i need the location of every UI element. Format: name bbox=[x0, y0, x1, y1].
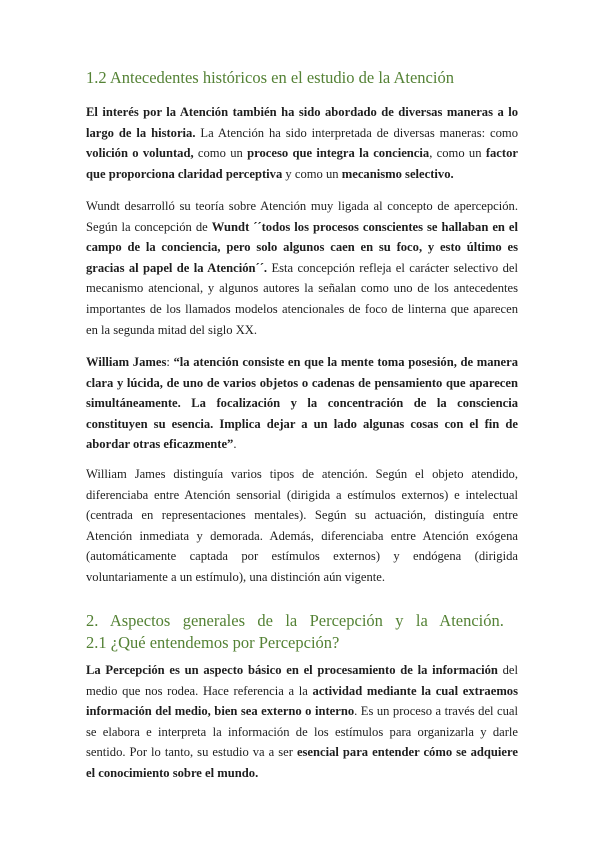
bold-text-run: mecanismo selectivo. bbox=[341, 166, 454, 181]
bold-text-run: proceso que integra la conciencia bbox=[247, 146, 430, 161]
text-run: . Es un proceso a través del cual se elabora e interpreta la información de los estímulos para organizarla y darle sentido. Por lo tanto, su estudio va a ser bbox=[86, 704, 518, 760]
section-heading-line-2: 2.1 ¿Qué entendemos por Percepción? bbox=[86, 633, 340, 652]
bold-text-run: factor que proporciona claridad perceptiva bbox=[86, 146, 518, 181]
bold-text-run: Wundt ´´todos los procesos conscientes se hallaban en el campo de la conciencia, pero solo algunos caen en su foco, y esto último es gracias al papel de la Atención´´. bbox=[86, 219, 518, 275]
paragraph-tipos-atencion bbox=[86, 464, 518, 588]
text-run: como un bbox=[193, 146, 248, 161]
bold-text-run: volición o voluntad, bbox=[86, 146, 194, 161]
text-run: William James distinguía varios tipos de atención. Según el objeto atendido, diferenciaba entre Atención sensorial (dirigida a estímulos externos) e intelectual (centrada en representaciones mentales). Según su actuación, distinguía entre Atención inmediata y demorada. Además, diferenciaba entre Atención exógena (automáticamente captada por estímulos externos) y endógena (dirigida voluntariamente a un estímulo), una distinción aún vigente. bbox=[86, 467, 518, 584]
paragraph-wundt bbox=[86, 196, 518, 340]
paragraph-percepcion bbox=[86, 660, 518, 784]
bold-text-run: La Percepción es un aspecto básico en el procesamiento de la información bbox=[86, 663, 498, 677]
bold-text-run: El interés por la Atención también ha sido abordado de diversas maneras a lo largo de la historia. bbox=[86, 105, 518, 140]
section-heading-line-1: 2. Aspectos generales de la Percepción y la Atención. bbox=[86, 611, 504, 630]
text-run: y como un bbox=[282, 166, 342, 181]
text-run: Esta concepción refleja el carácter selectivo del mecanismo atencional, y algunos autores la señalan como uno de los antecedentes importantes de los llamados modelos atencionales de foco de linterna que aparecen en la segunda mitad del siglo XX. bbox=[86, 260, 518, 337]
text-run: , como un bbox=[429, 146, 486, 161]
bold-text-run: esencial para entender cómo se adquiere el conocimiento sobre el mundo. bbox=[86, 745, 518, 780]
section-heading-antecedentes: 1.2 Antecedentes históricos en el estudio de la Atención bbox=[86, 68, 454, 87]
text-run: . bbox=[233, 437, 237, 452]
text-run: del medio que nos rodea. Hace referencia a la bbox=[86, 663, 518, 698]
bold-text-run: William James bbox=[86, 355, 167, 369]
text-run: : bbox=[166, 355, 174, 369]
paragraph-william-james-quote bbox=[86, 352, 518, 455]
text-run: Wundt desarrolló su teoría sobre Atención muy ligada al concepto de apercepción. Según la concepción de bbox=[86, 199, 518, 234]
paragraph-interes-atencion bbox=[86, 102, 518, 184]
bold-text-run: “la atención consiste en que la mente toma posesión, de manera clara y lúcida, de uno de varios objetos o cadenas de pensamiento que aparecen simultáneamente. La focalización y la concentración de la consciencia constituyen su esencia. Implica dejar a un lado algunas cosas con el fin de abordar otras eficazmente” bbox=[86, 355, 518, 452]
bold-text-run: actividad mediante la cual extraemos información del medio, bien sea externo o interno bbox=[86, 683, 519, 719]
section-heading-percepcion bbox=[86, 610, 518, 654]
text-run: La Atención ha sido interpretada de diversas maneras: como bbox=[195, 125, 518, 140]
